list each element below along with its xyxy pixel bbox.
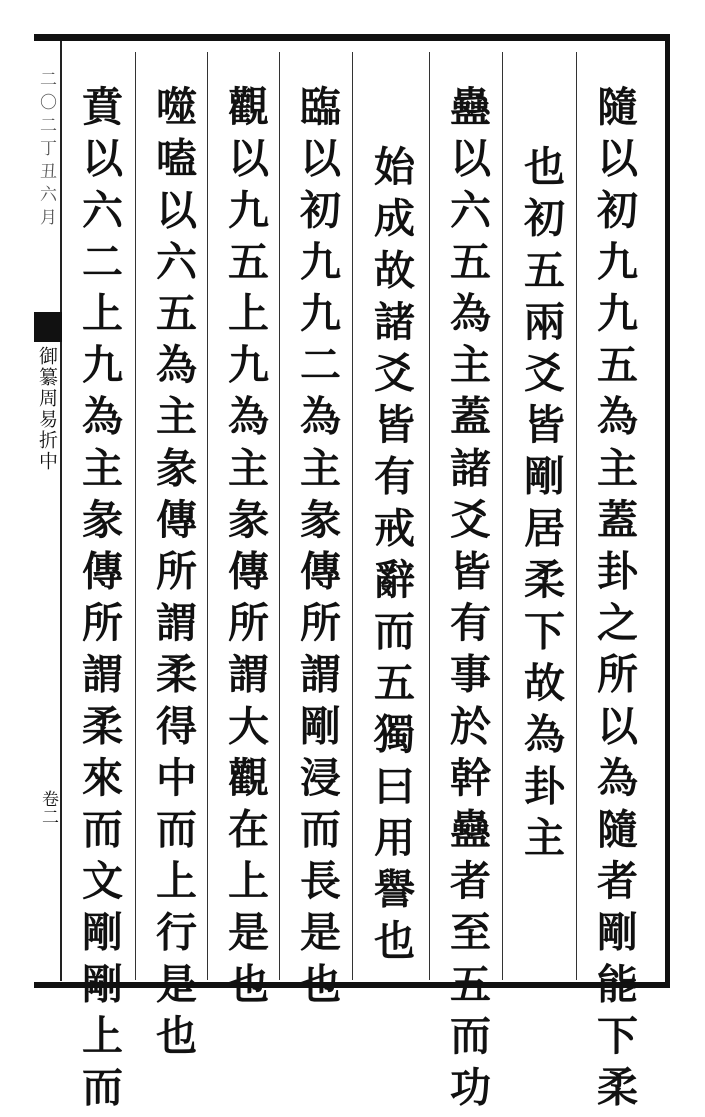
text-column-8: 賁以六二上九為主彖傳所謂柔來而文剛剛上而 [75, 85, 123, 1117]
text-column-6: 觀以九五上九為主彖傳所謂大觀在上是也 [221, 85, 269, 1014]
text-column-1: 隨以初九九五為主蓋卦之所以為隨者剛能下柔 [590, 85, 638, 1117]
column-rule [352, 52, 353, 980]
text-column-4: 始成故諸爻皆有戒辭而五獨曰用譽也 [367, 145, 415, 971]
fishtail-mark [34, 312, 62, 342]
text-column-5: 臨以初九九二為主彖傳所謂剛浸而長是也 [293, 85, 341, 1014]
margin-book-title: 御纂周易折中 [36, 346, 58, 472]
column-rule [576, 52, 577, 980]
column-rule [135, 52, 136, 980]
text-column-2: 也初五兩爻皆剛居柔下故為卦主 [517, 145, 565, 868]
margin-volume-label: 卷二 [38, 790, 58, 826]
column-rule [207, 52, 208, 980]
column-rule [429, 52, 430, 980]
text-column-3: 蠱以六五為主蓋諸爻皆有事於幹蠱者至五而功 [443, 85, 491, 1117]
margin-top-text: 二〇二丁丑六月 [36, 70, 56, 231]
text-column-7: 噬嗑以六五為主彖傳所謂柔得中而上行是也 [149, 85, 197, 1066]
column-rule [279, 52, 280, 980]
column-rule [502, 52, 503, 980]
